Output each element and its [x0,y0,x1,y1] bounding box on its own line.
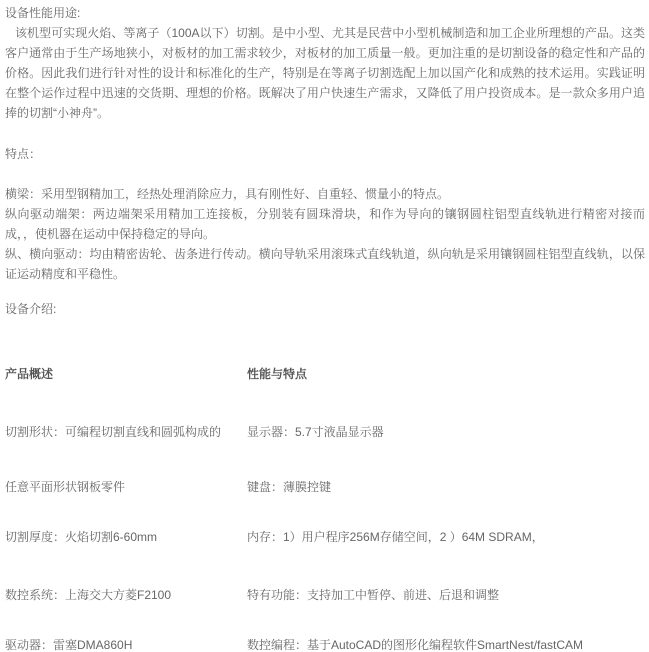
spec-col-header-performance-features: 性能与特点 [247,367,308,381]
spec-cell-special-functions: 特有功能：支持加工中暂停、前进、后退和调整 [247,588,500,602]
spec-row-plate-parts [5,477,645,497]
spec-row-cutting-shape [5,422,645,442]
spec-cell-keyboard: 键盘：薄膜控键 [247,480,332,494]
spec-row-driver [5,635,645,652]
section-heading-device-intro: 设备介绍: [5,302,57,316]
feature-line-drive: 纵、横向驱动：均由精密齿轮、齿条进行传动。横向导轨采用滚珠式直线轨道，纵向轨是采用镶钢圆柱铝型直线轨，以保证运动精度和平稳性。 [5,247,645,281]
spec-cell-memory: 内存：1）用户程序256M存储空间，2 ）64M SDRAM， [247,530,544,544]
spec-row-cnc-system [5,585,645,605]
section-heading-features: 特点： [5,147,42,161]
spec-table [5,364,645,652]
features-list [5,184,645,284]
spec-cell-cnc-system: 数控系统：上海交大方菱F2100 [5,588,172,602]
spec-table-header-row [5,364,645,384]
spec-cell-plate-parts: 任意平面形状钢板零件 [5,480,126,494]
spec-row-cutting-thickness [5,527,645,547]
usage-paragraph: 该机型可实现火焰、等离子（100A以下）切割。是中小型、尤其是民营中小型机械制造和加工企业所理想的产品。这类客户通常由于生产场地狭小，对板材的加工需求较少，对板材的加工质量一般。更加注重的是切割设备的稳定性和产品的价格。因此我们进行针对性的设计和标准化的生产，特别是在等离子切割选配上加以国产化和成熟的技术运用。实践证明在整个运作过程中迅速的交货期、理想的价格。既解决了用户快速生产需求，又降低了用户投资成本。是一款众多用户追捧的切割“小神舟”。 [5,26,645,120]
spec-cell-display: 显示器：5.7寸液晶显示器 [247,425,384,439]
spec-cell-driver: 驱动器：雷塞DMA860H [5,638,133,652]
spec-cell-cutting-thickness: 切割厚度：火焰切割6-60mm [5,530,158,544]
feature-line-longitudinal-drive-frame: 纵向驱动端架：两边端架采用精加工连接板，分别装有圆珠滑块，和作为导向的镶钢圆柱铝型直线轨进行精密对接而成，，使机器在运动中保持稳定的导向。 [5,207,645,241]
section-heading-usage: 设备性能用途: [5,6,81,20]
spec-cell-cnc-programming: 数控编程：基于AutoCAD的图形化编程软件SmartNest/fastCAM [247,638,584,652]
spec-cell-cutting-shape: 切割形状：可编程切割直线和圆弧构成的 [5,425,222,439]
spec-col-header-product-overview: 产品概述 [5,367,54,381]
feature-line-beam: 横梁：采用型钢精加工，经热处理消除应力，具有刚性好、自重轻、惯量小的特点。 [5,187,450,201]
